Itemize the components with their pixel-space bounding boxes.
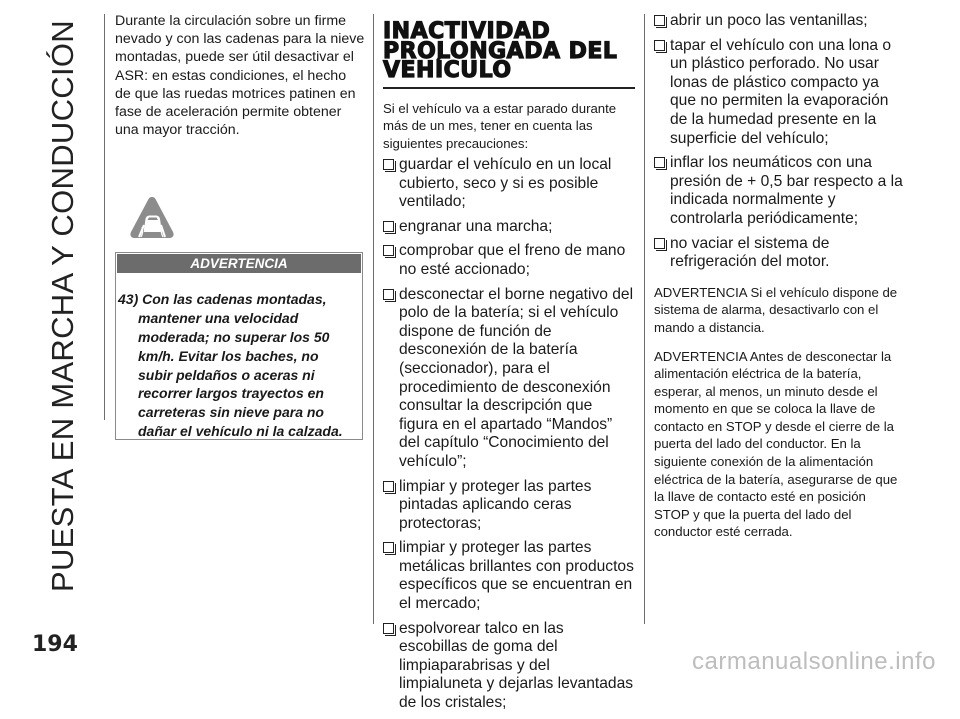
checkbox-bullet-icon: [383, 481, 394, 492]
intro-paragraph: Si el vehículo va a estar parado durante más de un mes, tener en cuenta las siguientes precauciones:: [383, 100, 617, 151]
list-item: limpiar y proteger las partes metálicas brillantes con productos específicos que se encuentran en el mercado;: [383, 539, 635, 613]
asr-paragraph: Durante la circulación sobre un firme nevado y con las cadenas para la nieve montadas, puede ser útil desactivar el ASR: en estas condiciones, el hecho de que las ruedas motrices patinen en fase de aceleración permite obtener una mayor tracción.: [115, 13, 365, 139]
list-item: engranar una marcha;: [383, 218, 635, 237]
checkbox-bullet-icon: [654, 40, 665, 51]
battery-note: ADVERTENCIA Antes de desconectar la alimentación eléctrica de la batería, esperar, al menos, un minuto desde el momento en que se coloca la llave de contacto en STOP y desde el cierre de la puerta del lado del conductor. En la siguiente conexión de la alimentación eléctrica de la batería, asegurarse de que la llave de contacto esté en posición STOP y que la puerta del lado del conductor esté cerrada.: [654, 348, 898, 540]
list-item: desconectar el borne negativo del polo de la batería; si el vehículo dispone de función de desconexión de la batería (seccionador), para el procedimiento de desconexión consultar la descripción que figura en el apartado “Mandos” del capítulo “Conocimiento del vehículo”;: [383, 286, 635, 472]
precautions-list-continued: [654, 12, 904, 272]
list-item: abrir un poco las ventanillas;: [654, 12, 904, 31]
list-item: inflar los neumáticos con una presión de + 0,5 bar respecto a la indicada normalmente y controlarla periódicamente;: [654, 154, 904, 228]
checkbox-bullet-icon: [383, 245, 394, 256]
divider-middle: [373, 14, 374, 624]
precautions-list: [383, 156, 635, 713]
checkbox-bullet-icon: [383, 221, 394, 232]
checkbox-bullet-icon: [383, 623, 394, 634]
list-item: no vaciar el sistema de refrigeración del motor.: [654, 235, 904, 272]
alarm-note: ADVERTENCIA Si el vehículo dispone de sistema de alarma, desactivarlo con el mando a distancia.: [654, 284, 898, 335]
column-3: [654, 12, 904, 541]
column-1: [115, 12, 365, 440]
checkbox-bullet-icon: [654, 157, 665, 168]
section-heading: INACTIVIDAD PROLONGADA DEL VEHÍCULO: [383, 19, 618, 83]
warning-header: ADVERTENCIA: [117, 254, 361, 273]
list-item: limpiar y proteger las partes pintadas aplicando ceras protectoras;: [383, 478, 635, 534]
list-item: tapar el vehículo con una lona o un plástico perforado. No usar lonas de plástico compacto ya que no permiten la evaporación de la humedad presente en la superficie del vehículo;: [654, 37, 904, 149]
list-item: guardar el vehículo en un local cubierto, seco y si es posible ventilado;: [383, 156, 635, 212]
warning-text: 43) Con las cadenas montadas, mantener una velocidad moderada; no superar los 50 km/h. Evitar los baches, no subir peldaños o aceras ni recorrer largos trayectos en carreteras sin nieve para no dañar el vehículo ni la calzada.: [118, 291, 343, 439]
warning-triangle-icon: [127, 193, 177, 243]
heading-rule: [383, 87, 635, 89]
list-item: comprobar que el freno de mano no esté accionado;: [383, 242, 635, 279]
checkbox-bullet-icon: [654, 15, 665, 26]
column-2: [383, 12, 635, 719]
divider-left: [104, 14, 105, 420]
checkbox-bullet-icon: [383, 159, 394, 170]
list-item: espolvorear talco en las escobillas de goma del limpiaparabrisas y del limpialuneta y dejarlas levantadas de los cristales;: [383, 620, 635, 713]
checkbox-bullet-icon: [654, 238, 665, 249]
section-title-text: PUESTA EN MARCHA Y CONDUCCIÓN: [45, 20, 80, 592]
watermark: carmanualsonline.info: [692, 648, 936, 675]
divider-right: [644, 14, 645, 624]
checkbox-bullet-icon: [383, 542, 394, 553]
section-title: [32, 16, 94, 596]
page-number: 194: [32, 632, 78, 657]
checkbox-bullet-icon: [383, 289, 394, 300]
warning-box: [115, 252, 363, 440]
